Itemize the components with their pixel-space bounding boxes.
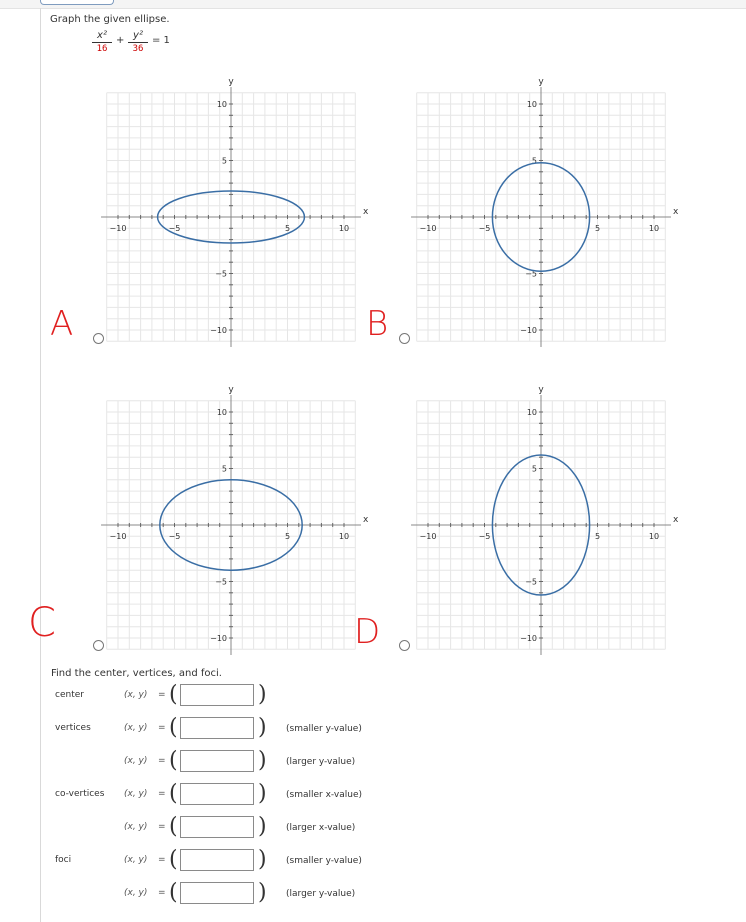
x-axis-label: x [362,207,369,217]
row-hint: (larger x-value) [286,823,356,833]
xy-label: (x, y) [124,855,148,865]
x-tick-label: 10 [338,532,350,541]
x-tick-label: −5 [168,532,181,541]
xy-label: (x, y) [124,723,148,733]
left-paren: ( [169,781,178,806]
row-hint: (smaller x-value) [286,790,363,800]
left-paren: ( [169,814,178,839]
row-hint: (larger y-value) [286,757,356,767]
equals-sign: = [158,756,166,766]
y-denominator: 36 [132,44,144,54]
radio-option-c[interactable] [93,640,104,651]
answer-row [0,684,746,708]
find-heading: Find the center, vertices, and foci. [51,668,222,679]
equals-sign: = [158,888,166,898]
right-paren: ) [258,781,267,806]
y-axis-label: y [228,77,234,88]
y-numerator: y² [133,30,143,41]
x-tick-label: 10 [338,224,350,233]
graph-option-d [410,385,679,656]
row-label: foci [55,855,72,865]
coordinate-input[interactable] [180,717,254,739]
y-axis-label: y [228,385,234,396]
xy-label: (x, y) [124,888,148,898]
x-tick-label: 5 [594,224,601,233]
coordinate-input[interactable] [180,816,254,838]
y-tick-label: 5 [221,156,227,166]
left-paren: ( [169,880,178,905]
y-tick-label: 10 [526,408,537,417]
y-tick-label: −5 [215,577,227,587]
x-axis-label: x [362,515,369,525]
x-tick-label: −10 [109,224,127,233]
right-paren: ) [258,682,267,707]
equals-sign: = [158,789,166,799]
coordinate-input[interactable] [180,783,254,805]
row-label: co-vertices [55,789,105,799]
graph-svg [100,385,369,656]
x-tick-label: 10 [648,224,660,233]
left-paren: ( [169,682,178,707]
right-paren: ) [258,715,267,740]
right-paren: ) [258,748,267,773]
answer-row [0,849,746,873]
y-tick-label: 10 [216,408,227,417]
y-tick-label: −10 [210,326,227,335]
x-denominator: 16 [96,44,108,54]
x-axis-label: x [672,207,679,217]
x-tick-label: −5 [478,532,491,541]
answer-row [0,750,746,774]
graph-svg [410,77,679,348]
y-axis-label: y [538,77,544,88]
handwritten-label-a: A [50,304,74,344]
handwritten-label-c: C [28,600,56,646]
row-hint: (larger y-value) [286,889,356,899]
left-paren: ( [169,715,178,740]
y-tick-label: 10 [526,100,537,109]
row-label: vertices [55,723,91,733]
y-tick-label: 5 [221,464,227,474]
left-paren: ( [169,847,178,872]
handwritten-label-b: B [366,304,389,344]
xy-label: (x, y) [124,789,148,799]
radio-option-a[interactable] [93,333,104,344]
y-tick-label: 10 [216,100,227,109]
xy-label: (x, y) [124,822,148,832]
x-axis-label: x [672,515,679,525]
y-tick-label: −5 [525,269,537,279]
toolbar-tab[interactable] [40,0,114,5]
y-tick-label: −5 [525,577,537,587]
x-tick-label: −5 [478,224,491,233]
row-hint: (smaller y-value) [286,856,362,866]
row-label: center [55,690,84,700]
graph-option-c [100,385,369,656]
x-numerator: x² [97,30,107,41]
equals-sign: = [158,822,166,832]
x-tick-label: 10 [648,532,660,541]
y-fraction [128,30,148,54]
y-tick-label: −10 [210,634,227,643]
y-tick-label: −10 [520,326,537,335]
coordinate-input[interactable] [180,684,254,706]
x-tick-label: 5 [284,224,291,233]
plus-sign: + [116,35,125,46]
x-fraction [92,30,112,54]
x-tick-label: −10 [109,532,127,541]
graph-svg [100,77,369,348]
xy-label: (x, y) [124,756,148,766]
x-tick-label: −10 [419,532,437,541]
graph-svg [410,385,679,656]
handwritten-label-d: D [354,612,381,652]
graph-option-a [100,77,369,348]
x-tick-label: −5 [168,224,181,233]
problem-prompt: Graph the given ellipse. [50,14,170,25]
right-paren: ) [258,847,267,872]
x-tick-label: −10 [419,224,437,233]
answer-row [0,783,746,807]
right-paren: ) [258,814,267,839]
y-tick-label: −10 [520,634,537,643]
graph-option-b [410,77,679,348]
answer-row [0,882,746,906]
x-tick-label: 5 [284,532,291,541]
answer-row [0,816,746,840]
coordinate-input[interactable] [180,750,254,772]
coordinate-input[interactable] [180,882,254,904]
row-hint: (smaller y-value) [286,724,362,734]
left-paren: ( [169,748,178,773]
equals-sign: = [158,690,166,700]
y-tick-label: 5 [531,156,537,166]
equals-sign: = [158,723,166,733]
equals-one: = 1 [152,35,170,46]
xy-label: (x, y) [124,690,148,700]
radio-option-b[interactable] [399,333,410,344]
y-tick-label: −5 [215,269,227,279]
y-tick-label: 5 [531,464,537,474]
radio-option-d[interactable] [399,640,410,651]
x-tick-label: 5 [594,532,601,541]
y-axis-label: y [538,385,544,396]
right-paren: ) [258,880,267,905]
answer-row [0,717,746,741]
equals-sign: = [158,855,166,865]
coordinate-input[interactable] [180,849,254,871]
